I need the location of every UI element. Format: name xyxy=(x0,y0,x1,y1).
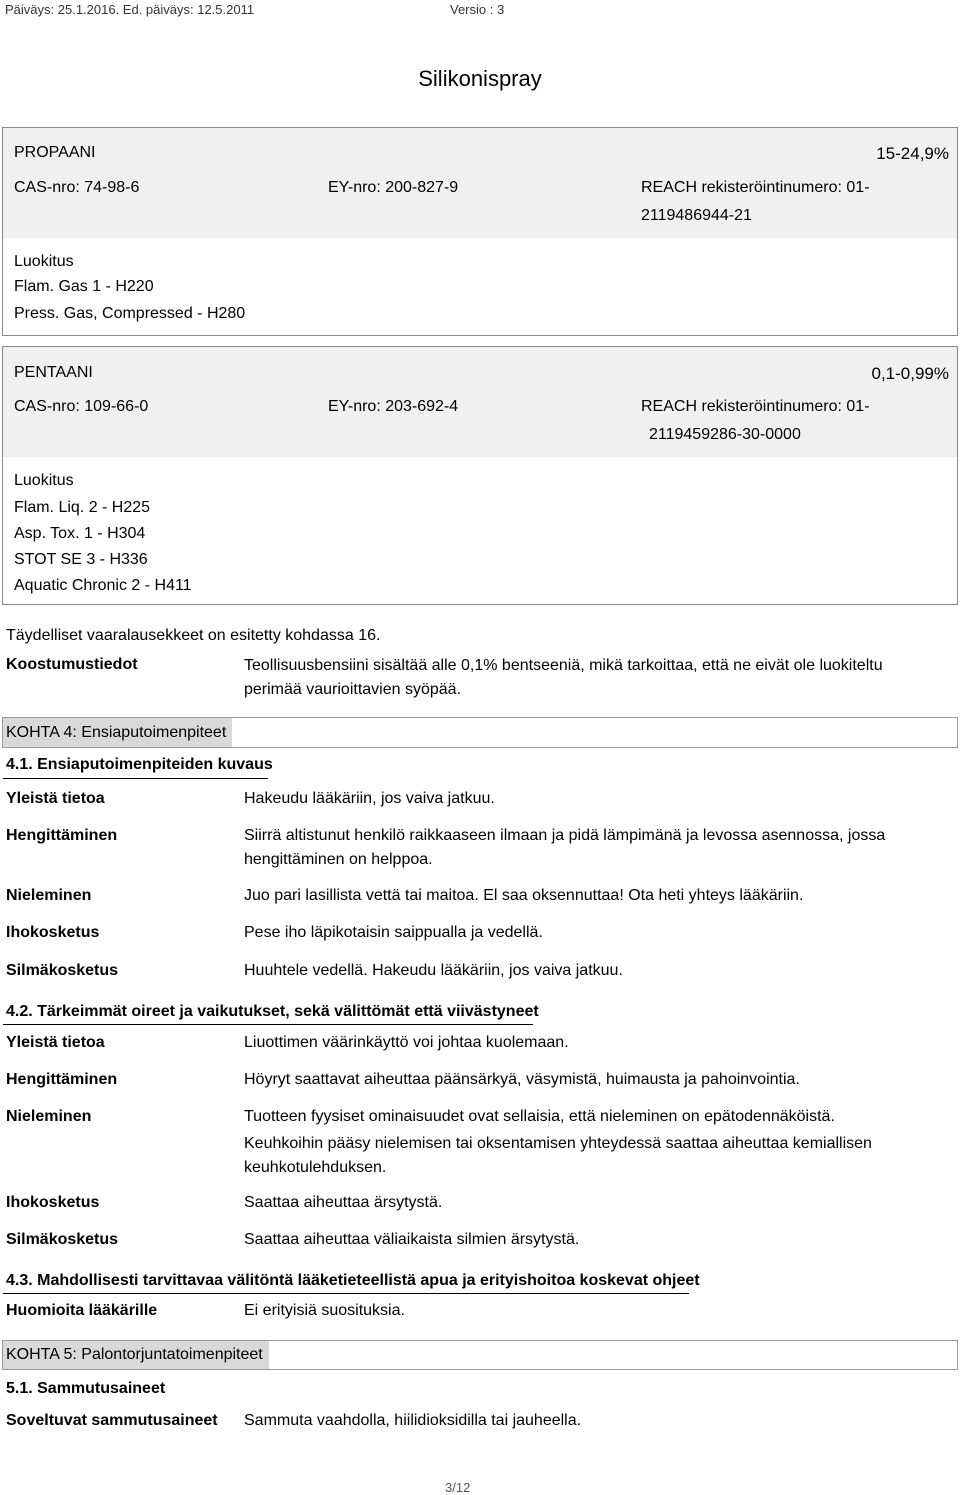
substance-box-propaani xyxy=(2,127,958,336)
classification-label: Luokitus xyxy=(14,253,74,270)
row-label: Nieleminen xyxy=(6,887,92,904)
row-label: Yleistä tietoa xyxy=(6,1034,105,1051)
row-text: Hakeudu lääkäriin, jos vaiva jatkuu. xyxy=(244,790,495,807)
document-dates: Päiväys: 25.1.2016. Ed. päiväys: 12.5.2011 xyxy=(5,2,255,17)
row-text: Ei erityisiä suosituksia. xyxy=(244,1302,405,1319)
substance-percent: 0,1-0,99% xyxy=(871,364,949,383)
row-label: Ihokosketus xyxy=(6,1194,100,1211)
row-text: Sammuta vaahdolla, hiilidioksidilla tai jauheella. xyxy=(244,1412,582,1429)
row-text-continued: Keuhkoihin pääsy nielemisen tai oksentamisen yhteydessä saattaa aiheuttaa kemiallisen keuhkotulehduksen. xyxy=(244,1135,872,1176)
row-label: Nieleminen xyxy=(6,1108,92,1125)
subsection-underline xyxy=(3,1293,689,1294)
row-label: Silmäkosketus xyxy=(6,962,119,979)
classification-item: Flam. Liq. 2 - H225 xyxy=(14,499,151,516)
row-label: Hengittäminen xyxy=(6,1071,118,1088)
row-label: Huomioita lääkärille xyxy=(6,1302,158,1319)
document-version: Versio : 3 xyxy=(450,2,505,17)
section-header-5 xyxy=(2,1340,958,1370)
cas-number: CAS-nro: 109-66-0 xyxy=(14,398,149,415)
row-label: Soveltuvat sammutusaineet xyxy=(6,1412,218,1429)
row-text: Saattaa aiheuttaa ärsytystä. xyxy=(244,1194,443,1211)
subsection-title-4-3: 4.3. Mahdollisesti tarvittavaa välitöntä lääketieteellistä apua ja erityishoitoa koskevat ohjeet xyxy=(6,1272,700,1289)
row-label: Silmäkosketus xyxy=(6,1231,119,1248)
composition-label: Koostumustiedot xyxy=(6,656,138,673)
row-label: Yleistä tietoa xyxy=(6,790,105,807)
classification-item: Asp. Tox. 1 - H304 xyxy=(14,525,146,542)
substance-box-pentaani xyxy=(2,346,958,605)
full-statements-note: Täydelliset vaaralausekkeet on esitetty kohdassa 16. xyxy=(6,627,381,644)
row-text: Tuotteen fyysiset ominaisuudet ovat sellaisia, että nieleminen on epätodennäköistä. xyxy=(244,1108,835,1125)
row-text: Huuhtele vedellä. Hakeudu lääkäriin, jos vaiva jatkuu. xyxy=(244,962,623,979)
reach-number-line2: 2119486944-21 xyxy=(641,207,752,224)
section-header-4 xyxy=(2,717,958,748)
row-text: Saattaa aiheuttaa väliaikaista silmien ärsytystä. xyxy=(244,1231,580,1248)
row-text: Liuottimen väärinkäyttö voi johtaa kuolemaan. xyxy=(244,1034,569,1051)
classification-item: Flam. Gas 1 - H220 xyxy=(14,278,154,295)
reach-number-line1: REACH rekisteröintinumero: 01- xyxy=(641,398,870,415)
section-title: KOHTA 5: Palontorjuntatoimenpiteet xyxy=(3,1341,269,1369)
ey-number: EY-nro: 200-827-9 xyxy=(328,179,459,196)
reach-number-line1: REACH rekisteröintinumero: 01- xyxy=(641,179,870,196)
row-text: Siirrä altistunut henkilö raikkaaseen ilmaan ja pidä lämpimänä ja levossa asennossa, jossa hengittäminen on helppoa. xyxy=(244,827,886,868)
subsection-title-5-1: 5.1. Sammutusaineet xyxy=(6,1380,166,1397)
classification-item: Press. Gas, Compressed - H280 xyxy=(14,305,246,322)
row-text: Juo pari lasillista vettä tai maitoa. El saa oksennuttaa! Ota heti yhteys lääkäriin. xyxy=(244,887,804,904)
page-number: 3/12 xyxy=(445,1480,471,1495)
section-title: KOHTA 4: Ensiaputoimenpiteet xyxy=(3,718,232,747)
subsection-underline xyxy=(3,1024,533,1025)
product-title: Silikonispray xyxy=(418,66,542,91)
composition-text: Teollisuusbensiini sisältää alle 0,1% bentseeniä, mikä tarkoittaa, että ne eivät ole luokiteltu perimää vaurioittavien syöpää. xyxy=(244,657,883,698)
row-label: Ihokosketus xyxy=(6,924,100,941)
substance-percent: 15-24,9% xyxy=(876,144,949,163)
classification-item: Aquatic Chronic 2 - H411 xyxy=(14,577,192,594)
row-label: Hengittäminen xyxy=(6,827,118,844)
subsection-title-4-2: 4.2. Tärkeimmät oireet ja vaikutukset, sekä välittömät että viivästyneet xyxy=(6,1003,539,1020)
ey-number: EY-nro: 203-692-4 xyxy=(328,398,459,415)
cas-number: CAS-nro: 74-98-6 xyxy=(14,179,140,196)
reach-number-line2: 2119459286-30-0000 xyxy=(649,426,801,443)
row-text: Pese iho läpikotaisin saippualla ja vedellä. xyxy=(244,924,543,941)
classification-label: Luokitus xyxy=(14,472,74,489)
row-text: Höyryt saattavat aiheuttaa päänsärkyä, väsymistä, huimausta ja pahoinvointia. xyxy=(244,1071,800,1088)
substance-name: PROPAANI xyxy=(14,144,96,161)
classification-item: STOT SE 3 - H336 xyxy=(14,551,148,568)
subsection-underline xyxy=(3,778,268,779)
substance-name: PENTAANI xyxy=(14,364,93,381)
subsection-title-4-1: 4.1. Ensiaputoimenpiteiden kuvaus xyxy=(6,756,273,773)
